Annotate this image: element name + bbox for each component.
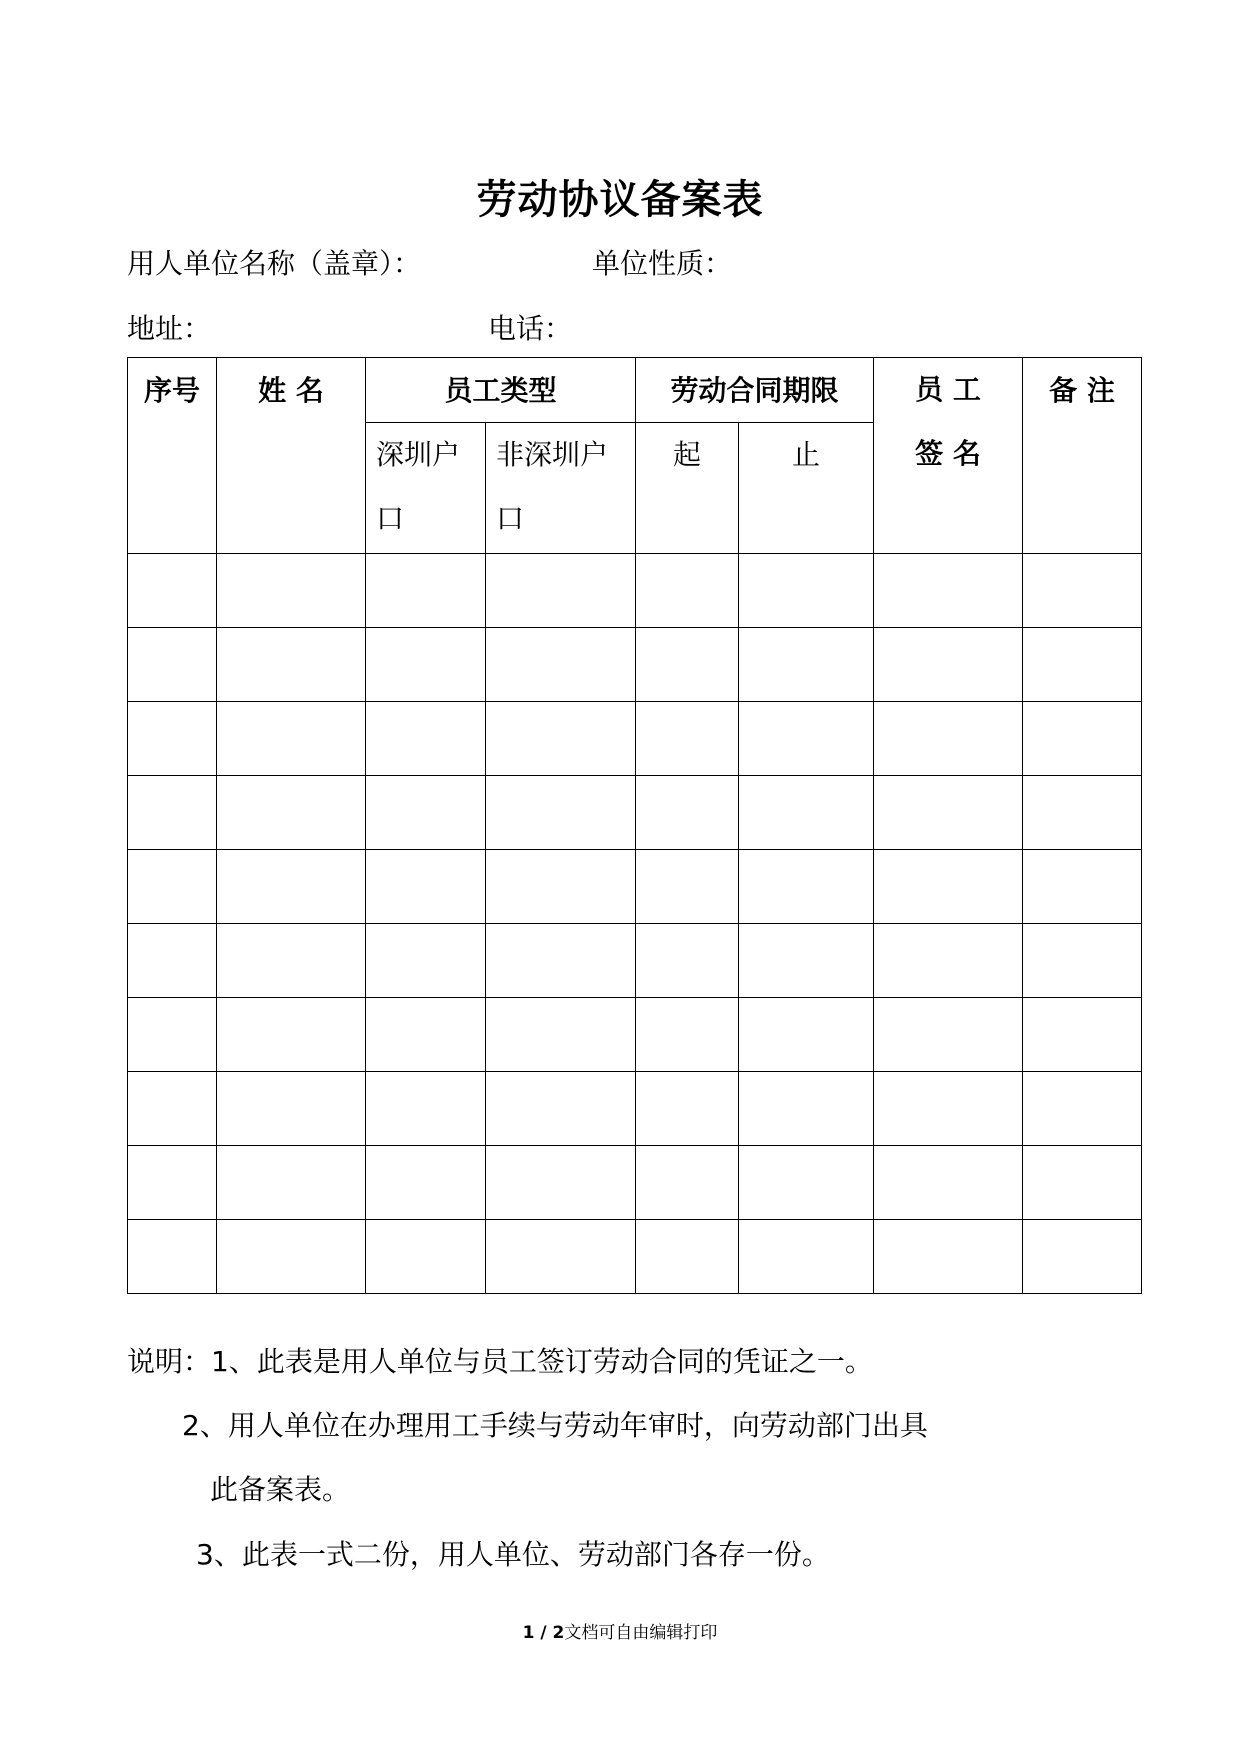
name-cell[interactable] [217, 628, 366, 702]
remarks-cell[interactable] [1023, 1072, 1142, 1146]
sz-hukou-cell[interactable] [366, 702, 486, 776]
remarks-cell[interactable] [1023, 554, 1142, 628]
seq-cell[interactable] [128, 776, 217, 850]
seq-cell[interactable] [128, 850, 217, 924]
table-row [128, 1072, 1142, 1146]
name-cell[interactable] [217, 1220, 366, 1294]
table-row [128, 628, 1142, 702]
header-signature [874, 358, 1023, 554]
end-cell[interactable] [739, 1146, 874, 1220]
name-cell[interactable] [217, 776, 366, 850]
end-cell[interactable] [739, 1072, 874, 1146]
remarks-cell[interactable] [1023, 776, 1142, 850]
address-label: 地址： [127, 312, 212, 345]
remarks-cell[interactable] [1023, 628, 1142, 702]
signature-cell[interactable] [874, 850, 1023, 924]
note-line-3: 此备案表。 [210, 1473, 351, 1506]
remarks-cell[interactable] [1023, 924, 1142, 998]
header-signature-line1: 员 工 [915, 373, 981, 406]
start-cell[interactable] [636, 998, 739, 1072]
header-seq: 序号 [128, 358, 217, 554]
table-row [128, 554, 1142, 628]
name-cell[interactable] [217, 998, 366, 1072]
start-cell[interactable] [636, 628, 739, 702]
seq-cell[interactable] [128, 702, 217, 776]
non-sz-hukou-cell[interactable] [486, 998, 636, 1072]
remarks-cell[interactable] [1023, 1146, 1142, 1220]
page-title: 劳动协议备案表 [476, 177, 764, 223]
non-sz-hukou-cell[interactable] [486, 1146, 636, 1220]
footer-text: 文档可自由编辑打印 [564, 1623, 718, 1643]
non-sz-hukou-cell[interactable] [486, 1072, 636, 1146]
header-start: 起 [636, 423, 739, 554]
table-row [128, 924, 1142, 998]
sz-hukou-cell[interactable] [366, 1146, 486, 1220]
table-row [128, 850, 1142, 924]
header-employee-type: 员工类型 [366, 358, 636, 423]
non-sz-hukou-cell[interactable] [486, 1220, 636, 1294]
page-footer [0, 1618, 1240, 1643]
start-cell[interactable] [636, 702, 739, 776]
seq-cell[interactable] [128, 628, 217, 702]
name-cell[interactable] [217, 554, 366, 628]
sz-hukou-cell[interactable] [366, 1220, 486, 1294]
company-name-label: 用人单位名称（盖章）： [127, 247, 422, 280]
sz-hukou-cell[interactable] [366, 776, 486, 850]
table-row [128, 702, 1142, 776]
remarks-cell[interactable] [1023, 702, 1142, 776]
note-line-4: 3、此表一式二份，用人单位、劳动部门各存一份。 [196, 1538, 830, 1571]
sz-hukou-cell[interactable] [366, 924, 486, 998]
end-cell[interactable] [739, 554, 874, 628]
non-sz-hukou-cell[interactable] [486, 850, 636, 924]
header-sz-hukou: 深圳户口 [366, 423, 486, 554]
seq-cell[interactable] [128, 924, 217, 998]
seq-cell[interactable] [128, 1146, 217, 1220]
signature-cell[interactable] [874, 628, 1023, 702]
header-name: 姓 名 [217, 358, 366, 554]
header-signature-line2: 签 名 [915, 437, 981, 470]
signature-cell[interactable] [874, 924, 1023, 998]
sz-hukou-cell[interactable] [366, 850, 486, 924]
non-sz-hukou-cell[interactable] [486, 628, 636, 702]
end-cell[interactable] [739, 924, 874, 998]
end-cell[interactable] [739, 628, 874, 702]
end-cell[interactable] [739, 702, 874, 776]
signature-cell[interactable] [874, 554, 1023, 628]
sz-hukou-cell[interactable] [366, 628, 486, 702]
company-nature-label: 单位性质： [592, 247, 733, 280]
start-cell[interactable] [636, 1146, 739, 1220]
non-sz-hukou-cell[interactable] [486, 776, 636, 850]
end-cell[interactable] [739, 998, 874, 1072]
remarks-cell[interactable] [1023, 998, 1142, 1072]
signature-cell[interactable] [874, 1072, 1023, 1146]
seq-cell[interactable] [128, 1220, 217, 1294]
start-cell[interactable] [636, 1220, 739, 1294]
table-row [128, 998, 1142, 1072]
sz-hukou-cell[interactable] [366, 1072, 486, 1146]
signature-cell[interactable] [874, 1146, 1023, 1220]
start-cell[interactable] [636, 554, 739, 628]
header-non-sz-hukou: 非深圳户口 [486, 423, 636, 554]
start-cell[interactable] [636, 850, 739, 924]
non-sz-hukou-cell[interactable] [486, 702, 636, 776]
note-line-2: 2、用人单位在办理用工手续与劳动年审时，向劳动部门出具 [182, 1409, 928, 1442]
signature-cell[interactable] [874, 998, 1023, 1072]
record-table [127, 357, 1142, 1294]
remarks-cell[interactable] [1023, 1220, 1142, 1294]
name-cell[interactable] [217, 850, 366, 924]
start-cell[interactable] [636, 776, 739, 850]
sz-hukou-cell[interactable] [366, 554, 486, 628]
header-remarks: 备 注 [1023, 358, 1142, 554]
table-row [128, 1220, 1142, 1294]
header-contract-period: 劳动合同期限 [636, 358, 874, 423]
signature-cell[interactable] [874, 1220, 1023, 1294]
name-cell[interactable] [217, 702, 366, 776]
seq-cell[interactable] [128, 1072, 217, 1146]
remarks-cell[interactable] [1023, 850, 1142, 924]
signature-cell[interactable] [874, 702, 1023, 776]
header-end: 止 [739, 423, 874, 554]
name-cell[interactable] [217, 1072, 366, 1146]
name-cell[interactable] [217, 1146, 366, 1220]
seq-cell[interactable] [128, 554, 217, 628]
start-cell[interactable] [636, 924, 739, 998]
end-cell[interactable] [739, 850, 874, 924]
name-cell[interactable] [217, 924, 366, 998]
seq-cell[interactable] [128, 998, 217, 1072]
end-cell[interactable] [739, 776, 874, 850]
table-row [128, 776, 1142, 850]
table-row [128, 1146, 1142, 1220]
note-line-1: 说明：1、此表是用人单位与员工签订劳动合同的凭证之一。 [127, 1345, 873, 1378]
signature-cell[interactable] [874, 776, 1023, 850]
sz-hukou-cell[interactable] [366, 998, 486, 1072]
end-cell[interactable] [739, 1220, 874, 1294]
page-number: 1 / 2 [522, 1623, 565, 1643]
non-sz-hukou-cell[interactable] [486, 924, 636, 998]
start-cell[interactable] [636, 1072, 739, 1146]
non-sz-hukou-cell[interactable] [486, 554, 636, 628]
phone-label: 电话： [488, 312, 573, 345]
